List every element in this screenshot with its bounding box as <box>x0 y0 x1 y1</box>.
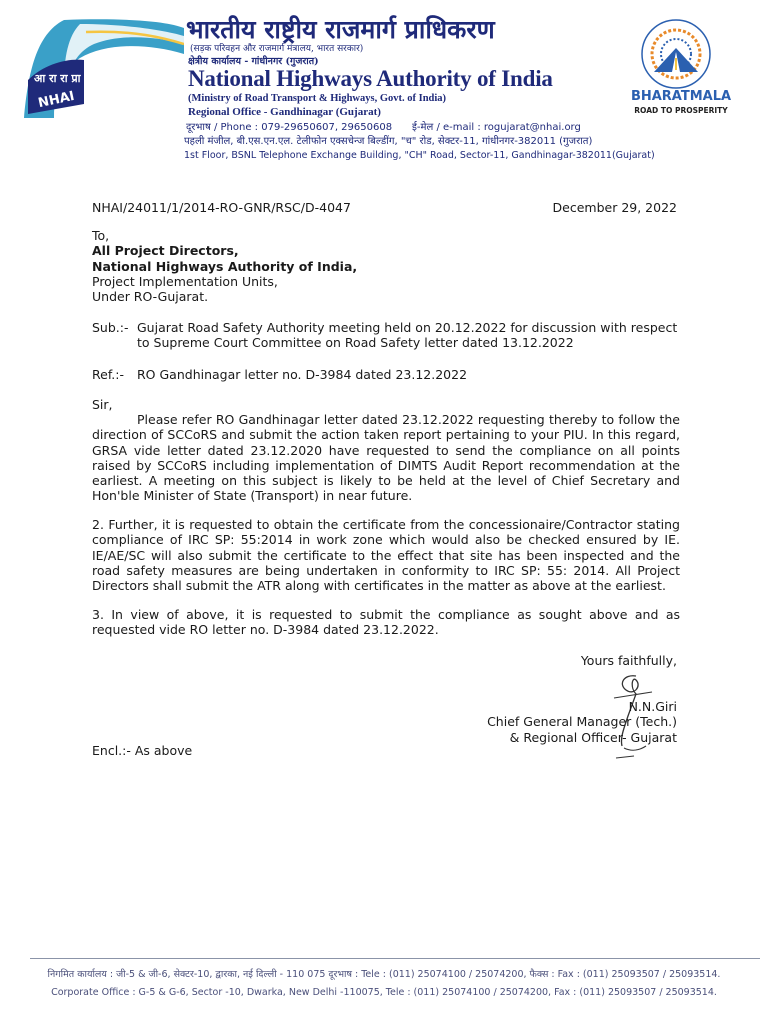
header-email: ई-मेल / e-mail : rogujarat@nhai.org <box>412 122 581 133</box>
addressee-block <box>92 228 357 304</box>
signatory-block <box>487 699 677 745</box>
signer-name: N.N.Giri <box>628 699 677 714</box>
bharatmala-logo-icon <box>640 18 712 90</box>
bharatmala-name: BHARATMALA <box>630 89 732 104</box>
footer-hindi-address: निगमित कार्यालय : जी-5 & जी-6, सेक्टर-10, द्वारका, नई दिल्ली - 110 075 दूरभाष : Tele : (011) 25074100 / 25074200, फैक्स : Fax : (011) 25093507 / 25093514. <box>47 969 721 980</box>
addressee-line-1: All Project Directors, <box>92 243 239 259</box>
bharatmala-tagline: ROAD TO PROSPERITY <box>634 106 728 115</box>
subject-block <box>92 320 680 351</box>
header-address-english: 1st Floor, BSNL Telephone Exchange Building, "CH" Road, Sector-11, Gandhinagar-382011(Gujarat) <box>184 150 655 161</box>
header-phone: दूरभाष / Phone : 079-29650607, 29650608 <box>186 122 393 133</box>
enclosure-note: Encl.:- As above <box>92 743 193 758</box>
nhai-logo-abbr: NHAI <box>36 88 76 112</box>
signer-title-2: & Regional Officer- Gujarat <box>509 729 677 745</box>
addressee-line-4: Under RO-Gujarat. <box>92 289 209 305</box>
paragraph-3: 3. In view of above, it is requested to submit the compliance as sought above and as requested vide RO letter no. D-3984 dated 23.12.2022. <box>92 607 680 638</box>
footer-english-address: Corporate Office : G-5 & G-6, Sector -10, Dwarka, New Delhi -110075, Tele : (011) 25074100 / 25074200, Fax : (011) 25093507 / 25093514. <box>51 987 717 998</box>
footer-divider <box>30 958 760 959</box>
english-ministry: (Ministry of Road Transport & Highways, Govt. of India) <box>188 93 447 104</box>
english-org-title: National Highways Authority of India <box>188 66 553 91</box>
nhai-logo-hindi: आ रा रा प्रा <box>34 72 81 85</box>
closing: Yours faithfully, <box>580 653 677 668</box>
signer-title-1: Chief General Manager (Tech.) <box>487 714 677 730</box>
to-label: To, <box>92 228 110 243</box>
header-address-hindi: पहली मंजील, बी.एस.एन.एल. टेलीफोन एक्सचेन्ज बिल्डींग, "च" रोड, सेक्टर-11, गांधीनगर-382011 (गुजरात) <box>184 136 593 147</box>
subject-label: Sub.:- <box>92 320 129 335</box>
hindi-regional-office: क्षेत्रीय कार्यालय - गांधीनगर (गुजरात) <box>188 56 319 67</box>
subject-line-2: to Supreme Court Committee on Road Safety letter dated 13.12.2022 <box>137 335 574 351</box>
salutation: Sir, <box>92 397 113 412</box>
subject-line-1: Gujarat Road Safety Authority meeting held on 20.12.2022 for discussion with respect <box>137 320 678 335</box>
paragraph-2: 2. Further, it is requested to obtain the certificate from the concessionaire/Contractor stating compliance of IRC SP: 55:2014 in work zone which would also be checked ensured by IE. IE/AE/SC will also submit the certificate to the effect that site has been inspected and the road safety measures are being undertaken in conformity to IRC SP: 55: 2014. All Project Directors shall submit the ATR along with certificates in the matter as above at the earliest. <box>92 517 680 594</box>
english-regional-office: Regional Office - Gandhinagar (Gujarat) <box>188 106 381 118</box>
letter-date: December 29, 2022 <box>552 200 677 215</box>
addressee-line-2: National Highways Authority of India, <box>92 258 358 274</box>
reference-text: RO Gandhinagar letter no. D-3984 dated 23.12.2022 <box>137 367 468 382</box>
addressee-line-3: Project Implementation Units, <box>92 273 278 289</box>
nhai-logo <box>24 14 184 118</box>
hindi-ministry: (सड़क परिवहन और राजमार्ग मंत्रालय, भारत सरकार) <box>190 44 364 54</box>
paragraph-1: Please refer RO Gandhinagar letter dated 23.12.2022 requesting thereby to follow the direction of SCCoRS and submit the action taken report pertaining to your PIU. In this regard, GRSA vide letter dated 23.12.2020 have requested to send the compliance on all points raised by SCCoRS including implementation of DIMTS Audit Report recommendation at the earliest. A meeting on this subject is likely to be held at the level of Chief Secretary and Hon'ble Minister of State (Transport) in near future. <box>92 412 680 504</box>
reference-block <box>92 367 467 382</box>
reference-number: NHAI/24011/1/2014-RO-GNR/RSC/D-4047 <box>92 200 351 215</box>
reference-label: Ref.:- <box>92 367 125 382</box>
hindi-org-title: भारतीय राष्ट्रीय राजमार्ग प्राधिकरण <box>186 15 495 44</box>
